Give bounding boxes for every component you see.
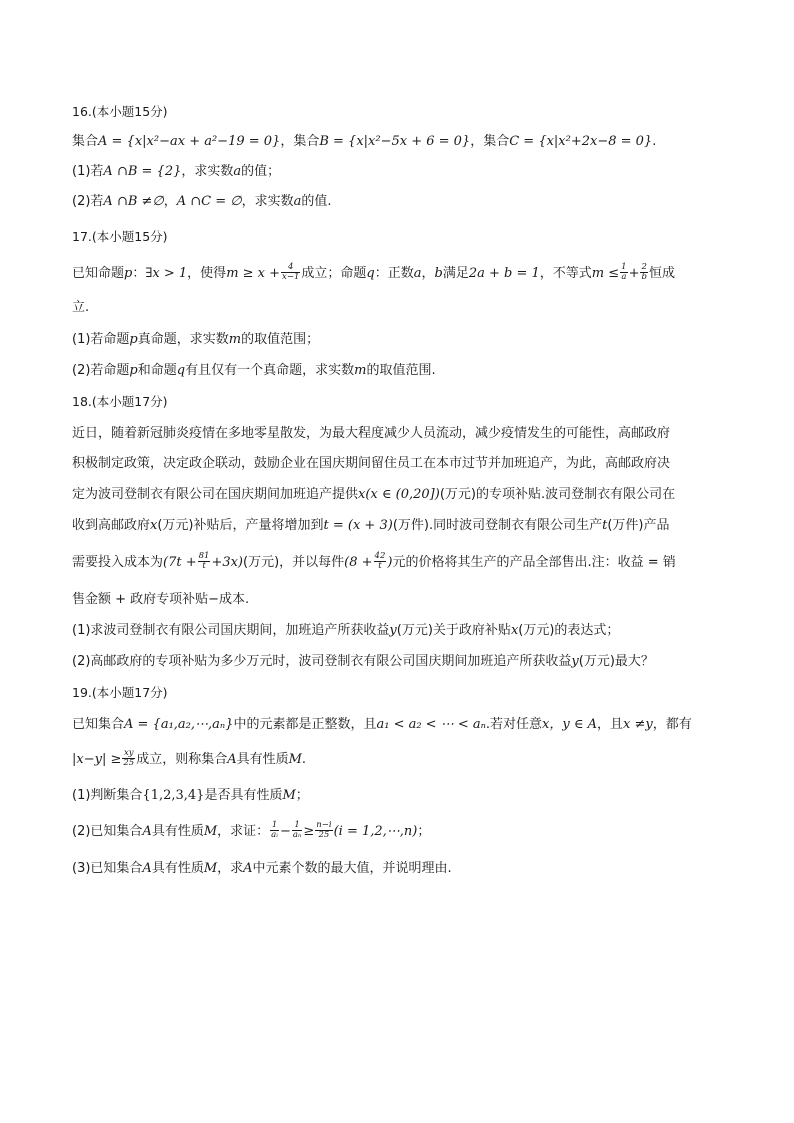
math: ) (387, 555, 393, 570)
text: ，不等式 (539, 266, 592, 281)
text: 有且仅有一个真命题，求实数 (185, 363, 355, 378)
text: ； (295, 788, 309, 803)
text: (万元)最大？ (578, 654, 654, 669)
text: (万件)产品 (607, 518, 670, 533)
text: 的值. (301, 194, 332, 209)
text: 集合 (72, 134, 99, 149)
denominator: 25 (123, 758, 135, 768)
numerator: 81 (198, 551, 210, 561)
math: b (434, 266, 443, 281)
math: ∃x > 1 (145, 266, 188, 281)
math: x(x ∈ (0,20]) (358, 487, 440, 502)
text: 的取值范围. (366, 363, 436, 378)
numerator: 42 (374, 551, 386, 561)
q18-part-2 (72, 652, 654, 672)
fraction (122, 749, 135, 768)
text: 真命题，求实数 (137, 332, 229, 347)
text: 具有性质 (151, 824, 204, 839)
set-a-definition: A = {x|x²−ax + a²−19 = 0} (98, 134, 281, 149)
math: M (203, 861, 218, 876)
math: x ≠y (623, 717, 653, 732)
text: ，集合 (280, 134, 320, 149)
text: (2)已知集合 (72, 824, 143, 839)
text: 定为波司登制衣有限公司在国庆期间加班追产提供 (72, 487, 359, 502)
math: (8 + (344, 555, 373, 570)
math: A ∩C = ∅ (176, 194, 242, 209)
math: a (293, 194, 302, 209)
text: 的取值范围； (241, 332, 320, 347)
q18-paragraph-line (72, 516, 669, 536)
set-b-definition: B = {x|x²−5x + 6 = 0} (319, 134, 471, 149)
math: A = {a₁,a₂,⋯,aₙ} (124, 717, 234, 732)
text: (万元)的专项补贴.波司登制衣有限公司在 (439, 487, 676, 502)
fraction (270, 821, 279, 840)
text: ，都有 (652, 717, 692, 732)
math: m (228, 332, 242, 347)
text: (2)若 (72, 194, 104, 209)
text: (万元)补贴后，产量将增加到 (157, 518, 324, 533)
fraction (292, 821, 303, 840)
text: (1)若 (72, 164, 104, 179)
q18-paragraph-line: 积极制定政策，决定政企联动，鼓励企业在国庆期间留住员工在本市过节并加班追产，为此，高邮政府决 (72, 456, 671, 471)
math: y (389, 623, 397, 638)
text: (2)高邮政府的专项补贴为多少万元时，波司登制衣有限公司国庆期间加班追产所获收益 (72, 654, 572, 669)
q16-part-2 (72, 192, 332, 212)
math: x (510, 623, 519, 638)
text: 恒成 (648, 266, 675, 281)
math: |x−y| ≥ (72, 752, 122, 767)
math: A ∩B = {2} (103, 164, 182, 179)
text: (1)求波司登制衣有限公司国庆期间，加班追产所获收益 (72, 623, 390, 638)
text: ； (417, 824, 431, 839)
q19-heading: 19.(本小题17分) (72, 685, 168, 700)
math: x，y ∈ A (542, 717, 597, 732)
math: A ∩B ≠∅ (103, 194, 164, 209)
text: (2)若命题 (72, 363, 130, 378)
math: {1,2,3,4} (142, 788, 205, 803)
text: ，求证： (217, 824, 270, 839)
math: m (354, 363, 367, 378)
text: ：正数 (374, 266, 414, 281)
numerator: 2 (641, 262, 647, 272)
q19-statement (72, 715, 692, 735)
math: p (129, 363, 138, 378)
q18-paragraph-line: 售金额 + 政府专项补贴−成本. (72, 592, 250, 607)
text: (万元)关于政府补贴 (396, 623, 511, 638)
numerator: 1 (621, 262, 627, 272)
math: q (366, 266, 375, 281)
text: . (301, 752, 307, 767)
text: (万元)的表达式； (518, 623, 620, 638)
q18-part-1 (72, 621, 619, 641)
numerator: xy (123, 748, 134, 758)
math: (i = 1,2,⋯,n) (333, 824, 418, 839)
text: 中的元素都是正整数，且 (233, 717, 377, 732)
denominator: x−1 (282, 272, 300, 282)
text: 具有性质 (151, 861, 204, 876)
math: t (602, 518, 608, 533)
text: ，求实数 (181, 164, 234, 179)
fraction (620, 263, 627, 282)
text: (1)若命题 (72, 332, 130, 347)
denominator: a (621, 272, 627, 282)
text: ，求实数 (241, 194, 294, 209)
math: A (142, 824, 152, 839)
q19-part-1 (72, 786, 309, 806)
text: (万元)，并以每件 (243, 555, 345, 570)
math: M (282, 788, 296, 803)
math: a₁ < a₂ < ⋯ < aₙ (376, 717, 486, 732)
text: ，求 (217, 861, 244, 876)
math: + (628, 266, 640, 281)
math: p (129, 332, 138, 347)
math: m ≥ x + (226, 266, 281, 281)
text: ： (132, 266, 146, 281)
q18-paragraph-line (72, 485, 675, 505)
math: ≥ (303, 824, 315, 839)
text: 具有性质 (236, 752, 289, 767)
q18-paragraph-line (72, 553, 676, 573)
denominator: t (202, 561, 206, 571)
math: − (279, 824, 291, 839)
text: 需要投入成本为 (72, 555, 164, 570)
math: A (227, 752, 237, 767)
denominator: t (378, 561, 382, 571)
math: A (142, 861, 152, 876)
text: 成立，则称集合 (136, 752, 228, 767)
text: 已知命题 (72, 266, 125, 281)
q18-paragraph-line: 近日，随着新冠肺炎疫情在多地零星散发，为最大程度减少人员流动，减少疫情发生的可能性，高邮政府 (72, 426, 671, 441)
text: 中元素个数的最大值，并说明理由. (252, 861, 452, 876)
math: m ≤ (591, 266, 620, 281)
math: t = (x + 3) (323, 518, 393, 533)
text: 收到高邮政府 (72, 518, 151, 533)
math: M (288, 752, 302, 767)
math: A (243, 861, 253, 876)
q18-heading: 18.(本小题17分) (72, 394, 168, 409)
numerator: 1 (292, 821, 303, 831)
q17-heading: 17.(本小题15分) (72, 229, 168, 244)
text: 满足 (442, 266, 469, 281)
denominator: b (641, 272, 647, 282)
fraction (198, 552, 211, 571)
text: (万件).同时波司登制衣有限公司生产 (392, 518, 603, 533)
text: . (652, 134, 657, 149)
math: x (150, 518, 158, 533)
q17-statement-cont: 立. (72, 300, 90, 315)
text: 和命题 (137, 363, 177, 378)
q17-part-2 (72, 361, 436, 381)
fraction (374, 552, 387, 571)
math: p (124, 266, 133, 281)
text: ， (421, 266, 435, 281)
q19-part-2 (72, 822, 430, 842)
fraction (315, 821, 332, 840)
numerator: 1 (271, 820, 278, 830)
denominator: aₙ (292, 830, 302, 840)
math: +3x) (211, 555, 244, 570)
fraction (640, 263, 647, 282)
text: 是否具有性质 (204, 788, 283, 803)
fraction (281, 263, 300, 282)
math: 2a + b = 1 (468, 266, 540, 281)
q17-part-1 (72, 330, 319, 350)
text: ，且 (596, 717, 623, 732)
math: (7t + (163, 555, 197, 570)
text: 的值； (241, 164, 281, 179)
math: M (203, 824, 218, 839)
math: y (571, 654, 579, 669)
text: (1)判断集合 (72, 788, 143, 803)
math: q (176, 363, 186, 378)
set-c-definition: C = {x|x²+2x−8 = 0} (509, 134, 653, 149)
numerator: 4 (281, 263, 300, 273)
denominator: aᵢ (271, 830, 278, 840)
text: ，使得 (187, 266, 227, 281)
math: a (413, 266, 422, 281)
text: .若对任意 (485, 717, 543, 732)
text: 成立；命题 (301, 266, 367, 281)
q19-statement-cont (72, 750, 306, 770)
q16-statement (72, 132, 656, 152)
text: ， (163, 194, 177, 209)
text: (3)已知集合 (72, 861, 143, 876)
math: a (233, 164, 242, 179)
q17-statement (72, 264, 675, 284)
text: 已知集合 (72, 717, 125, 732)
numerator: n−i (316, 820, 332, 830)
q16-heading: 16.(本小题15分) (72, 104, 168, 119)
denominator: 25 (318, 830, 330, 840)
q16-part-1 (72, 162, 280, 182)
text: ，集合 (470, 134, 510, 149)
text: 元的价格将其生产的产品全部售出.注：收益 = 销 (392, 555, 676, 570)
q19-part-3 (72, 859, 452, 879)
